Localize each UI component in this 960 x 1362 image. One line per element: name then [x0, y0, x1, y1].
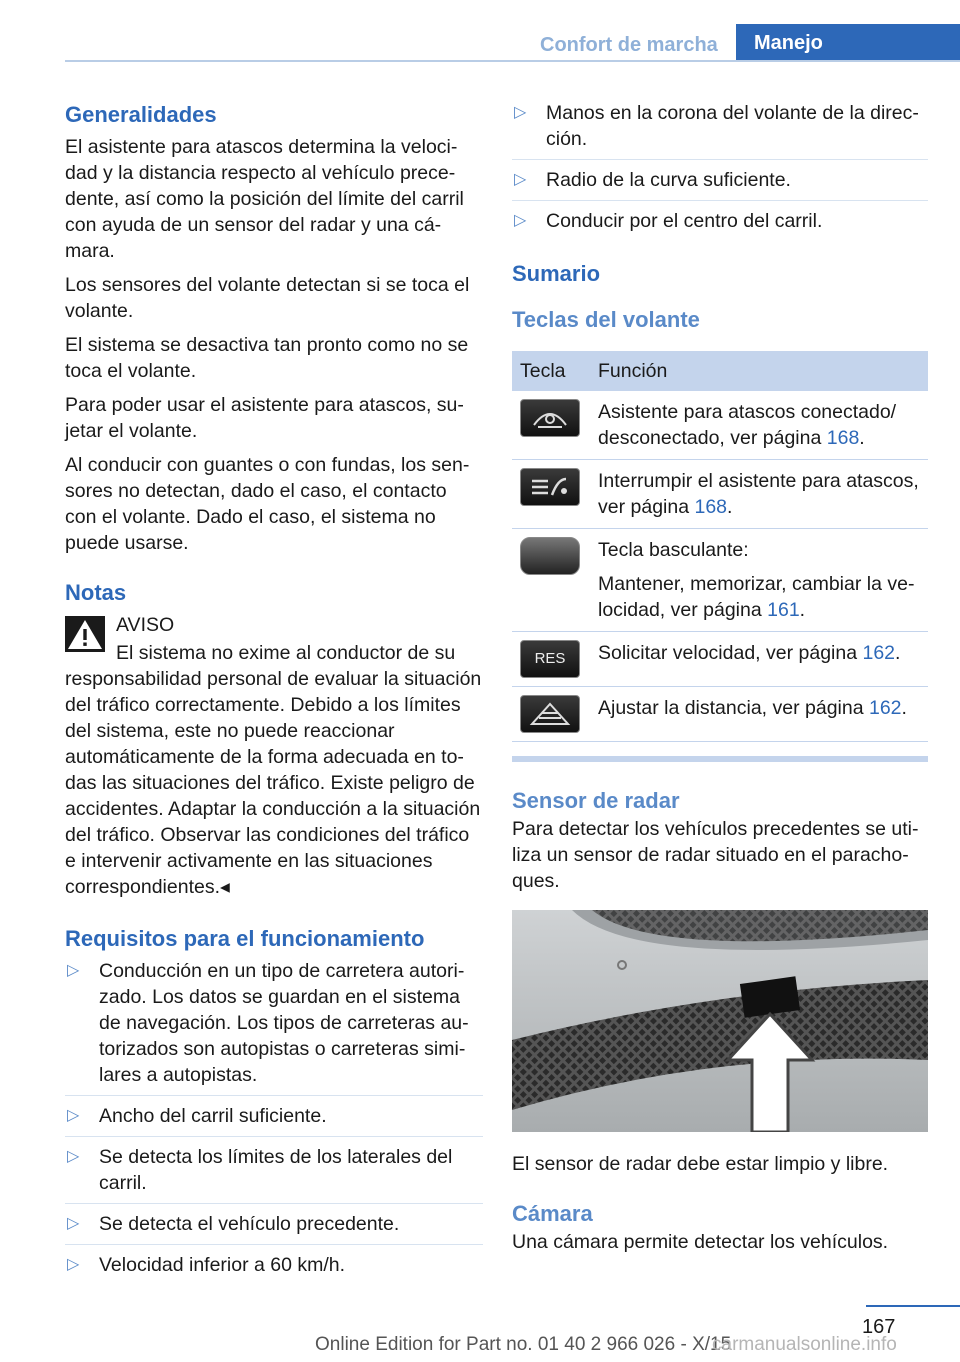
table-cell: Solicitar velocidad, ver página 162. [590, 632, 928, 687]
warning-text: El sistema no exime al conductor de su responsabilidad personal de evaluar la situación del tráfico correctamente. Debido a los límites del sistema, este no puede reaccionar automáticamente de la forma adecuada en todas las situaciones del tráfico. Existe peligro de accidentes. Adaptar la conducción a la situación del tráfico. Observar las condiciones del tráfico e intervenir activamente en las situaciones correspondientes.◂ [65, 642, 482, 898]
requirements-list-continued [512, 100, 928, 241]
heading-generalidades: Generalidades [65, 102, 217, 127]
paragraph: Una cámara permite detectar los vehículos. [512, 1231, 889, 1253]
table-cell: Ajustar la distancia, ver página 162. [590, 687, 928, 742]
table-cell: Asistente para atascos conectado/ desconectado, ver página 168. [590, 391, 928, 460]
paragraph: El asistente para atascos determina la velocidad y la distancia respecto al vehículo precedente, así como la posición del límite del carril con ayuda de un sensor del radar y una cámara. [65, 136, 464, 262]
triangle-bullet-icon: ▷ [67, 1215, 80, 1232]
table-row [512, 632, 928, 687]
warning-label: AVISO [116, 614, 175, 636]
table-cell: Interrumpir el asistente para atascos, ver página 168. [590, 460, 928, 529]
heading-notas: Notas [65, 580, 127, 605]
table-header [512, 351, 928, 391]
distance-adjust-icon [520, 695, 580, 733]
rocker-switch-icon [520, 537, 580, 575]
res-button-icon: RES [520, 640, 580, 678]
traffic-jam-assistant-icon [520, 399, 580, 437]
interrupt-assistant-icon [520, 468, 580, 506]
paragraph: El sistema se desactiva tan pronto como no se toca el volante. [65, 334, 469, 382]
heading-camara: Cámara [512, 1201, 593, 1226]
paragraph: Para detectar los vehículos precedentes se utiliza un sensor de radar situado en el parachoques. [512, 818, 919, 892]
warning-block [65, 612, 483, 900]
triangle-bullet-icon: ▷ [67, 962, 80, 979]
radar-sensor-photo [512, 910, 928, 1132]
page-link[interactable]: 168 [826, 427, 860, 449]
triangle-bullet-icon: ▷ [514, 171, 527, 188]
header-chapter-tab: Manejo [736, 24, 960, 62]
heading-radar: Sensor de radar [512, 788, 680, 813]
header-rule [65, 60, 960, 62]
list-item: ▷ Ancho del carril suficiente. [65, 1103, 483, 1137]
paragraph: Para poder usar el asistente para atascos, sujetar el volante. [65, 394, 464, 442]
requirements-list [65, 958, 483, 1285]
list-item: ▷ Se detecta los límites de los laterales del carril. [65, 1144, 483, 1204]
table-row [512, 391, 928, 460]
triangle-bullet-icon: ▷ [67, 1256, 80, 1273]
page-link[interactable]: 161 [767, 599, 800, 621]
list-item: ▷ Se detecta el vehículo precedente. [65, 1211, 483, 1245]
list-item: ▷ Conducir por el centro del carril. [514, 210, 823, 232]
table-row [512, 687, 928, 742]
triangle-bullet-icon: ▷ [514, 212, 527, 229]
table-row [512, 529, 928, 632]
header-section: Confort de marcha [540, 34, 718, 56]
page-link[interactable]: 162 [868, 697, 902, 719]
left-column [65, 100, 483, 1292]
heading-sumario: Sumario [512, 261, 601, 286]
triangle-bullet-icon: ▷ [514, 104, 527, 121]
heading-requisitos: Requisitos para el funcionamiento [65, 926, 425, 951]
edition-note: Online Edition for Part no. 01 40 2 966 026 - X/15 [315, 1334, 732, 1355]
list-item: ▷ Conducción en un tipo de carretera autorizado. Los datos se guardan en el sistema de navegación. Los tipos de carreteras autorizados son autopistas o carreteras similares a autopistas. [65, 958, 483, 1096]
table-end-rule [512, 756, 928, 762]
col-header-function: Función [590, 351, 928, 391]
right-column [512, 100, 928, 1263]
list-item: ▷ Velocidad inferior a 60 km/h. [67, 1254, 346, 1276]
page-link[interactable]: 162 [862, 642, 896, 664]
paragraph: Los sensores del volante detectan si se toca el volante. [65, 274, 470, 322]
paragraph: Al conducir con guantes o con fundas, los sensores no detectan, dado el caso, el contacto con el volante. Dado el caso, el sistema no puede usarse. [65, 454, 470, 554]
warning-triangle-icon [65, 616, 105, 652]
footer-rule [866, 1305, 960, 1307]
triangle-bullet-icon: ▷ [67, 1107, 80, 1124]
photo-caption: El sensor de radar debe estar limpio y libre. [512, 1153, 889, 1175]
triangle-bullet-icon: ▷ [67, 1148, 80, 1165]
steering-keys-table [512, 351, 928, 742]
table-row [512, 460, 928, 529]
list-item: ▷ Manos en la corona del volante de la dirección. [512, 100, 928, 160]
watermark: carmanualsonline.info [712, 1334, 897, 1355]
page-number: 167 [862, 1316, 896, 1338]
heading-teclas: Teclas del volante [512, 307, 700, 332]
page-link[interactable]: 168 [694, 496, 728, 518]
table-cell: Tecla basculante: Mantener, memorizar, cambiar la velocidad, ver página 161. [590, 529, 928, 632]
col-header-key: Tecla [512, 351, 590, 391]
list-item: ▷ Radio de la curva suficiente. [512, 167, 928, 201]
